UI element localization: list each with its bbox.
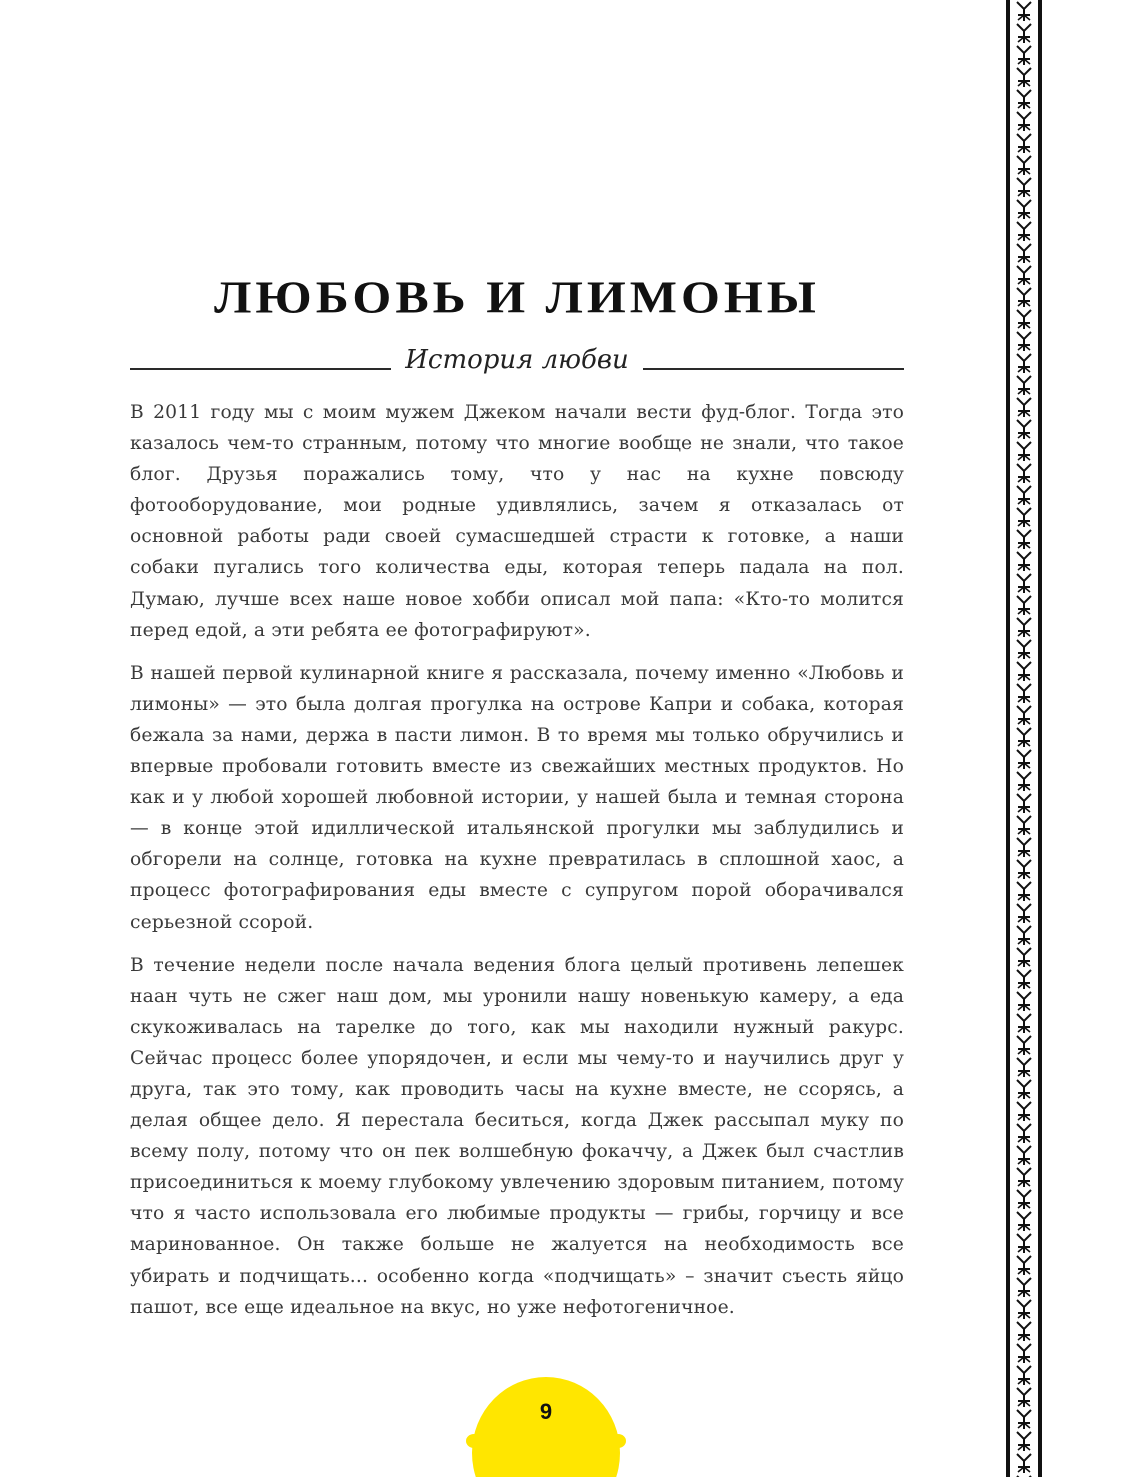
paragraph-1: В 2011 году мы с моим мужем Джеком начали вести фуд-блог. Тогда это казалось чем-то странным, потому что многие вообще не знали, что такое блог. Друзья поражались тому, что у нас на кухне повсюду фотооборудование, мои родные удивлялись, зачем я отказалась от основной работы ради своей сумасшедшей страсти к готовке, а наши собаки пугались того количества еды, которая теперь падала на пол. Думаю, лучше всех наше новое хобби описал мой папа: «Кто-то молится перед едой, а эти ребята ее фотографируют». xyxy=(130,402,904,641)
page-title: ЛЮБОВЬ И ЛИМОНЫ xyxy=(214,271,820,323)
subtitle-rule-left xyxy=(130,368,391,370)
page-number: 9 xyxy=(539,1399,553,1424)
lemon-icon xyxy=(466,1375,626,1477)
paragraph-2: В нашей первой кулинарной книге я рассказала, почему именно «Любовь и лимоны» — это была долгая прогулка на острове Капри и собака, которая бежала за нами, держа в пасти лимон. В то время мы только обручились и впервые пробовали готовить вместе из свежайших местных продуктов. Но как и у любой хорошей любовной истории, у нашей была и темная сторона — в конце этой идиллической итальянской прогулки мы заблудились и обгорели на солнце, готовка на кухне превратилась в сплошной хаос, а процесс фотографирования еды вместе с супругом порой оборачивался серьезной ссорой. xyxy=(130,662,904,933)
body-text xyxy=(130,397,904,1335)
subtitle: История любви xyxy=(405,345,629,375)
subtitle-rule-right xyxy=(643,368,904,370)
ornamental-border-icon xyxy=(1005,0,1043,1477)
subtitle-row xyxy=(130,340,904,380)
paragraph-3: В течение недели после начала ведения блога целый противень лепешек наан чуть не сжег наш дом, мы уронили нашу новенькую камеру, а еда скукоживалась на тарелке до того, как мы находили нужный ракурс. Сейчас процесс более упорядочен, и если мы чему-то и научились друг у друга, так это тому, как проводить часы на кухне вместе, не ссорясь, а делая общее дело. Я перестала беситься, когда Джек рассыпал муку по всему полу, потому что он пек волшебную фокаччу, а Джек был счастлив присоединиться к моему глубокому увлечению здоровым питанием, потому что я часто использовала его любимые продукты — грибы, горчицу и все маринованное. Он также больше не жалуется на необходимость все убирать и подчищать... особенно когда «подчищать» – значит съесть яйцо пашот, все еще идеальное на вкус, но уже нефотогеничное. xyxy=(130,954,904,1318)
